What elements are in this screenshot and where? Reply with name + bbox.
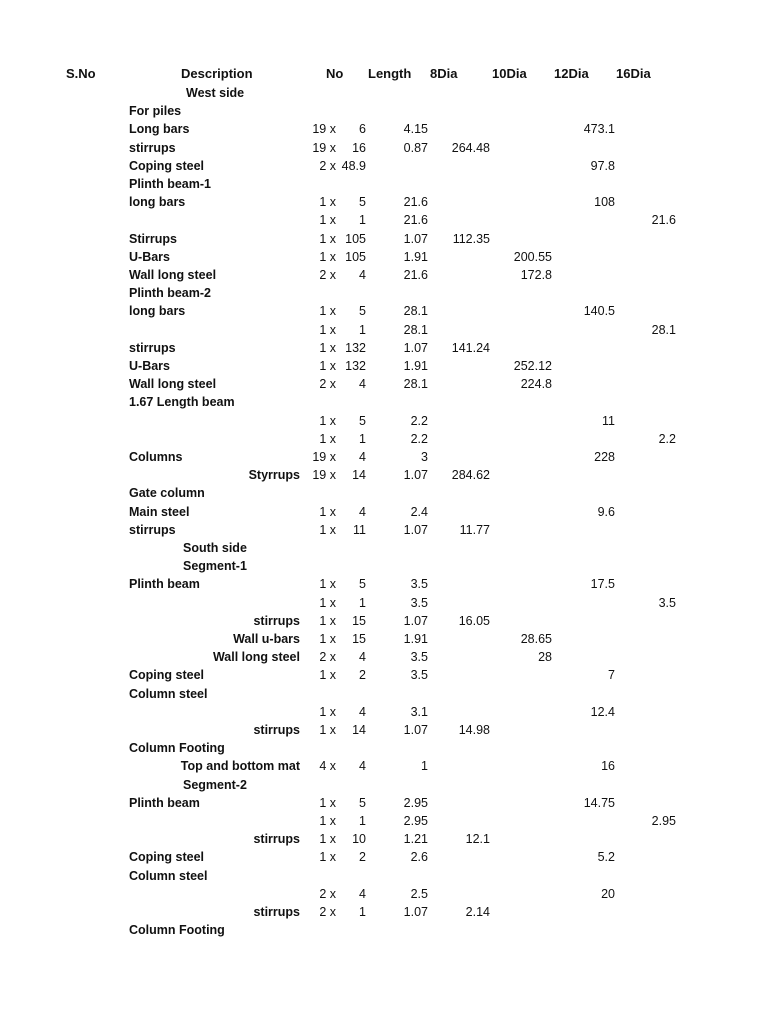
description-cell: stirrups [253,905,300,919]
dia8-cell: 2.14 [465,905,490,919]
dia10-cell: 28.65 [520,632,552,646]
table-row [0,357,768,375]
length-cell: 21.6 [403,195,428,210]
dia12-cell: 97.8 [590,158,615,173]
dia16-cell: 2.2 [658,431,676,446]
count-cell: 1 [359,814,366,828]
dia12-cell: 11 [602,413,615,428]
table-row [0,448,768,466]
table-row [0,84,768,102]
description-cell: Wall u-bars [233,632,300,646]
multiplier-cell: 1 x [319,304,336,319]
dia10-cell: 200.55 [513,249,552,264]
count-cell: 14 [352,468,366,483]
multiplier-cell: 1 x [319,613,336,628]
dia8-cell: 264.48 [451,140,490,155]
multiplier-cell: 1 x [319,832,336,847]
description-cell: Segment-1 [183,559,247,574]
length-cell: 1.91 [403,249,428,264]
description-cell: stirrups [129,340,176,355]
count-cell: 6 [359,122,366,137]
length-cell: 1.07 [403,231,428,246]
multiplier-cell: 2 x [319,650,336,665]
multiplier-cell: 1 x [319,340,336,355]
dia12-cell: 17.5 [590,577,615,592]
table-row [0,848,768,866]
length-cell: 3.5 [410,650,428,665]
table-row [0,703,768,721]
multiplier-cell: 1 x [319,249,336,264]
count-cell: 4 [359,268,366,282]
header-8dia: 8Dia [430,66,458,81]
length-cell: 2.2 [410,431,428,446]
count-cell: 4 [359,450,366,464]
multiplier-cell: 1 x [319,632,336,646]
length-cell: 1.21 [403,832,428,847]
length-cell: 1.91 [403,632,428,646]
length-cell: 1.07 [403,723,428,737]
description-cell: Plinth beam [129,795,200,810]
table-row [0,484,768,502]
table-row [0,812,768,830]
table-row [0,120,768,138]
dia8-cell: 11.77 [459,522,490,537]
count-cell: 1 [359,905,366,919]
table-row [0,921,768,939]
length-cell: 28.1 [403,304,428,319]
description-cell: long bars [129,195,186,210]
description-cell: Coping steel [129,668,205,683]
length-cell: 1.07 [403,522,428,537]
count-cell: 4 [359,704,366,719]
count-cell: 132 [345,340,366,355]
table-row [0,539,768,557]
header-10dia: 10Dia [492,66,527,81]
description-cell: Column Footing [129,923,225,938]
description-cell: Plinth beam-1 [129,177,211,191]
dia10-cell: 172.8 [520,268,552,282]
table-row [0,375,768,393]
table-row [0,393,768,411]
multiplier-cell: 1 x [319,577,336,592]
count-cell: 5 [359,304,366,319]
description-cell: U-Bars [129,359,170,373]
length-cell: 1.07 [403,468,428,483]
description-cell: Gate column [129,486,205,501]
length-cell: 2.6 [410,850,428,865]
length-cell: 21.6 [403,268,428,282]
multiplier-cell: 1 x [319,413,336,428]
count-cell: 2 [359,850,366,865]
table-row [0,230,768,248]
count-cell: 4 [359,759,366,774]
length-cell: 28.1 [403,377,428,392]
table-row [0,557,768,575]
table-row [0,157,768,175]
table-row [0,757,768,775]
dia8-cell: 16.05 [458,613,490,628]
table-row [0,175,768,193]
multiplier-cell: 2 x [319,158,336,173]
dia12-cell: 12.4 [590,704,615,719]
length-cell: 2.95 [403,814,428,828]
table-row [0,612,768,630]
length-cell: 2.4 [410,504,428,519]
description-cell: stirrups [253,832,300,847]
table-row [0,648,768,666]
count-cell: 132 [345,359,366,373]
table-row [0,284,768,302]
dia12-cell: 5.2 [597,850,615,865]
multiplier-cell: 1 x [319,359,336,373]
dia12-cell: 14.75 [583,795,615,810]
count-cell: 5 [359,577,366,592]
table-row [0,594,768,612]
dia10-cell: 224.8 [520,377,552,392]
count-cell: 1 [359,213,366,228]
length-cell: 2.5 [410,886,428,901]
table-row [0,211,768,229]
multiplier-cell: 1 x [319,668,336,683]
table-row [0,248,768,266]
length-cell: 3.1 [410,704,428,719]
count-cell: 105 [345,249,366,264]
multiplier-cell: 19 x [312,122,336,137]
table-row [0,739,768,757]
table-row [0,666,768,684]
length-cell: 3.5 [410,595,428,610]
dia12-cell: 20 [601,886,615,901]
dia12-cell: 108 [594,195,615,210]
count-cell: 11 [353,522,366,537]
dia12-cell: 473.1 [583,122,615,137]
description-cell: stirrups [253,723,300,737]
header-description: Description [181,66,253,81]
count-cell: 4 [359,650,366,665]
table-row [0,266,768,284]
dia8-cell: 112.35 [452,231,490,246]
description-cell: long bars [129,304,186,319]
table-row [0,776,768,794]
count-cell: 4 [359,504,366,519]
multiplier-cell: 19 x [312,450,336,464]
multiplier-cell: 1 x [319,814,336,828]
multiplier-cell: 1 x [319,231,336,246]
multiplier-cell: 1 x [319,322,336,337]
multiplier-cell: 2 x [319,268,336,282]
length-cell: 1.91 [403,359,428,373]
description-cell: West side [186,86,245,100]
description-cell: stirrups [129,522,176,537]
description-cell: stirrups [129,140,176,155]
length-cell: 28.1 [403,322,428,337]
table-row [0,630,768,648]
multiplier-cell: 19 x [312,468,336,483]
dia12-cell: 228 [594,450,615,464]
count-cell: 14 [352,723,366,737]
table-row [0,193,768,211]
length-cell: 1.07 [403,905,428,919]
table-row [0,503,768,521]
dia16-cell: 2.95 [651,814,676,828]
multiplier-cell: 4 x [319,759,336,774]
description-cell: Segment-2 [183,777,247,792]
multiplier-cell: 1 x [319,213,336,228]
table-row [0,102,768,120]
dia12-cell: 140.5 [583,304,615,319]
table-row [0,794,768,812]
length-cell: 2.2 [410,413,428,428]
description-cell: stirrups [253,613,300,628]
table-row [0,575,768,593]
table-row [0,412,768,430]
description-cell: Main steel [129,504,190,519]
dia8-cell: 14.98 [458,723,490,737]
multiplier-cell: 1 x [319,850,336,865]
header-16dia: 16Dia [616,66,651,81]
header-sno: S.No [66,66,96,81]
count-cell: 5 [359,195,366,210]
count-cell: 4 [359,886,366,901]
multiplier-cell: 1 x [319,595,336,610]
dia12-cell: 9.6 [597,504,615,519]
length-cell: 0.87 [403,140,428,155]
table-row [0,903,768,921]
length-cell: 2.95 [403,795,428,810]
dia16-cell: 28.1 [651,322,676,337]
count-cell: 5 [359,795,366,810]
table-row [0,521,768,539]
dia8-cell: 141.24 [451,340,490,355]
count-cell: 10 [352,832,366,847]
count-cell: 5 [359,413,366,428]
description-cell: Top and bottom mat [180,759,300,774]
description-cell: Coping steel [129,850,205,865]
description-cell: 1.67 Length beam [129,395,235,410]
table-row [0,867,768,885]
length-cell: 1.07 [403,613,428,628]
count-cell: 16 [352,140,366,155]
multiplier-cell: 2 x [319,377,336,392]
length-cell: 1.07 [403,340,428,355]
description-cell: Long bars [129,122,190,137]
count-cell: 15 [352,613,366,628]
table-row [0,466,768,484]
dia10-cell: 252.12 [513,359,552,373]
table-row [0,339,768,357]
count-cell: 48.9 [341,158,366,173]
multiplier-cell: 1 x [319,504,336,519]
description-cell: Plinth beam [129,577,200,592]
dia8-cell: 12.1 [465,832,490,847]
description-cell: Plinth beam-2 [129,286,211,301]
table-row [0,830,768,848]
count-cell: 1 [359,595,366,610]
description-cell: Coping steel [129,158,205,173]
length-cell: 3.5 [410,668,428,683]
multiplier-cell: 1 x [319,522,336,537]
multiplier-cell: 1 x [319,704,336,719]
count-cell: 1 [359,431,366,446]
description-cell: Wall long steel [212,650,300,665]
table-row [0,430,768,448]
length-cell: 4.15 [403,122,428,137]
count-cell: 2 [359,668,366,683]
description-cell: For piles [129,104,182,119]
table-row [0,302,768,320]
description-cell: Columns [129,450,183,464]
description-cell: Stirrups [129,231,177,246]
multiplier-cell: 1 x [319,723,336,737]
multiplier-cell: 1 x [319,431,336,446]
dia10-cell: 28 [538,650,552,665]
length-cell: 1 [421,759,428,774]
dia8-cell: 284.62 [451,468,490,483]
multiplier-cell: 1 x [319,195,336,210]
description-cell: U-Bars [129,249,170,264]
length-cell: 3.5 [410,577,428,592]
table-row [0,885,768,903]
table-row [0,139,768,157]
multiplier-cell: 2 x [319,905,336,919]
dia16-cell: 21.6 [651,213,676,228]
description-cell: South side [183,541,247,555]
table-row [0,321,768,339]
count-cell: 4 [359,377,366,392]
dia16-cell: 3.5 [658,595,676,610]
count-cell: 15 [352,632,366,646]
header-no: No [326,66,344,81]
description-cell: Wall long steel [129,268,217,282]
table-row [0,685,768,703]
description-cell: Styrrups [248,468,300,483]
description-cell: Column Footing [129,741,225,756]
count-cell: 1 [359,322,366,337]
count-cell: 105 [345,231,366,246]
description-cell: Column steel [129,686,208,701]
length-cell: 3 [421,450,428,464]
description-cell: Column steel [129,868,208,883]
multiplier-cell: 1 x [319,795,336,810]
multiplier-cell: 19 x [312,140,336,155]
length-cell: 21.6 [403,213,428,228]
dia12-cell: 7 [608,668,615,683]
table-row [0,721,768,739]
header-length: Length [368,66,412,81]
dia12-cell: 16 [601,759,615,774]
multiplier-cell: 2 x [319,886,336,901]
header-12dia: 12Dia [554,66,589,81]
description-cell: Wall long steel [129,377,217,392]
